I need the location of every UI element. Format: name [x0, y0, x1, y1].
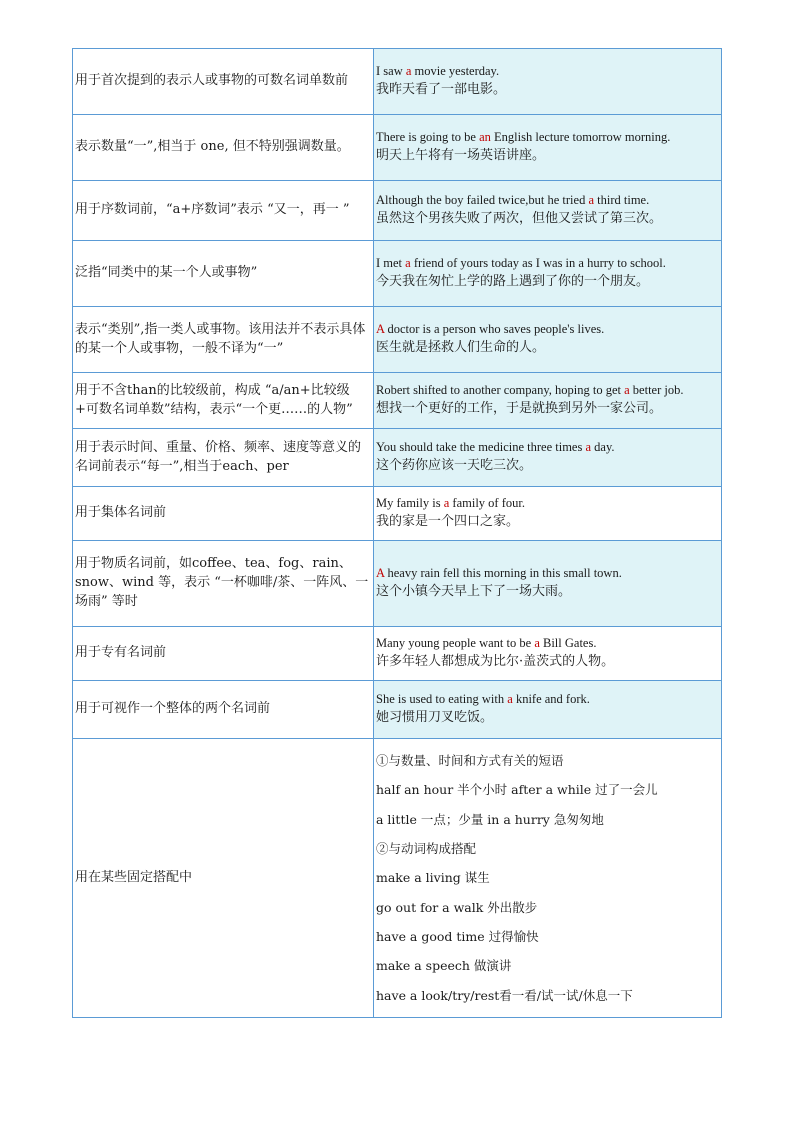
usage-cell: 用于集体名词前: [73, 487, 374, 541]
example-cell: [374, 307, 722, 373]
table-row: [73, 373, 722, 429]
chinese-translation: 医生就是拯救人们生命的人。: [376, 340, 546, 356]
article-usage-table: [72, 48, 722, 1018]
table-row: [73, 241, 722, 307]
english-example: [376, 62, 719, 81]
example-cell: [374, 487, 722, 541]
example-text: You should take the medicine three times: [376, 439, 586, 454]
chinese-translation: 我昨天看了一部电影。: [376, 82, 507, 98]
english-example: [376, 634, 719, 653]
table-row: [73, 429, 722, 487]
example-cell: [374, 541, 722, 627]
example-cell: [374, 627, 722, 681]
example-cell: [374, 373, 722, 429]
collocation-item: go out for a walk 外出散步: [376, 899, 538, 915]
collocation-item: make a speech 做演讲: [376, 958, 512, 974]
article-highlight: a: [405, 255, 411, 270]
collocation-list: [374, 739, 722, 1018]
chinese-translation: 这个药你应该一天吃三次。: [376, 458, 533, 474]
example-text: My family is: [376, 495, 444, 510]
collocation-item: half an hour 半个小时 after a while 过了一会儿: [376, 782, 658, 798]
english-example: [376, 494, 719, 513]
usage-cell: 用于序数词前，“a+序数词”表示 “又一，再一 ”: [73, 181, 374, 241]
chinese-translation: 我的家是一个四口之家。: [376, 514, 520, 530]
usage-cell: 用在某些固定搭配中: [73, 739, 374, 1018]
english-example: [376, 438, 719, 457]
example-text: third time.: [594, 192, 650, 207]
collocation-item: ②与动词构成搭配: [376, 840, 477, 856]
example-cell: [374, 181, 722, 241]
table-row: [73, 307, 722, 373]
example-text: Many young people want to be: [376, 635, 535, 650]
example-text: friend of yours today as I was in a hurry to school.: [410, 255, 666, 270]
usage-cell: 用于可视作一个整体的两个名词前: [73, 681, 374, 739]
example-text: day.: [591, 439, 615, 454]
example-text: I saw: [376, 63, 406, 78]
table-row: [73, 541, 722, 627]
example-cell: [374, 241, 722, 307]
chinese-translation: 虽然这个男孩失败了两次，但他又尝试了第三次。: [376, 211, 663, 227]
table-row-fixed-collocations: [73, 739, 722, 1018]
usage-cell: 表示“类别”,指一类人或事物。该用法并不表示具体的某一个人或事物，一般不译为“一”: [73, 307, 374, 373]
chinese-translation: 明天上午将有一场英语讲座。: [376, 148, 546, 164]
example-text: movie yesterday.: [411, 63, 500, 78]
chinese-translation: 这个小镇今天早上下了一场大雨。: [376, 584, 572, 600]
article-highlight: A: [376, 565, 385, 580]
table-row: [73, 49, 722, 115]
example-text: There is going to be: [376, 129, 480, 144]
english-example: [376, 690, 719, 709]
article-highlight: a: [443, 495, 450, 510]
example-text: Robert shifted to another company, hoping to get: [376, 382, 625, 397]
usage-cell: 用于首次提到的表示人或事物的可数名词单数前: [73, 49, 374, 115]
example-text: Although the boy failed twice,but he tried: [376, 192, 589, 207]
article-highlight: a: [405, 63, 412, 78]
english-example: [376, 254, 719, 273]
table-row: [73, 627, 722, 681]
chinese-translation: 她习惯用刀叉吃饭。: [376, 710, 494, 726]
table-row: [73, 115, 722, 181]
article-highlight: A: [376, 321, 385, 336]
table-row: [73, 181, 722, 241]
example-text: doctor is a person who saves people's lives.: [384, 321, 605, 336]
chinese-translation: 今天我在匆忙上学的路上遇到了你的一个朋友。: [376, 274, 650, 290]
example-text: She is used to eating with: [376, 691, 508, 706]
english-example: [376, 128, 719, 147]
table-row: [73, 681, 722, 739]
english-example: [376, 191, 719, 210]
example-cell: [374, 429, 722, 487]
article-highlight: a: [507, 691, 513, 706]
example-text: English lecture tomorrow morning.: [490, 129, 671, 144]
example-text: better job.: [629, 382, 684, 397]
collocation-item: make a living 谋生: [376, 870, 490, 886]
collocation-item: a little 一点；少量 in a hurry 急匆匆地: [376, 811, 604, 827]
example-text: Bill Gates.: [539, 635, 597, 650]
collocation-item: ①与数量、时间和方式有关的短语: [376, 752, 564, 768]
usage-cell: 用于专有名词前: [73, 627, 374, 681]
example-text: family of four.: [449, 495, 525, 510]
usage-cell: 表示数量“一”,相当于 one, 但不特别强调数量。: [73, 115, 374, 181]
usage-cell: 泛指“同类中的某一个人或事物”: [73, 241, 374, 307]
article-highlight: a: [585, 439, 592, 454]
usage-cell: 用于表示时间、重量、价格、频率、速度等意义的名词前表示“每一”,相当于each、per: [73, 429, 374, 487]
article-highlight: an: [479, 129, 491, 144]
collocation-item: have a good time 过得愉快: [376, 929, 539, 945]
usage-cell: 用于物质名词前，如coffee、tea、fog、rain、snow、wind 等，表示 “一杯咖啡/茶、一阵风、一场雨” 等时: [73, 541, 374, 627]
usage-cell: 用于不含than的比较级前，构成 “a/an+比较级+可数名词单数”结构，表示“一个更……的人物”: [73, 373, 374, 429]
example-cell: [374, 681, 722, 739]
article-highlight: a: [624, 382, 630, 397]
english-example: [376, 381, 719, 400]
example-text: knife and fork.: [512, 691, 590, 706]
example-cell: [374, 49, 722, 115]
table-row: [73, 487, 722, 541]
example-text: I met: [376, 255, 406, 270]
article-highlight: a: [588, 192, 595, 207]
example-cell: [374, 115, 722, 181]
chinese-translation: 想找一个更好的工作，于是就换到另外一家公司。: [376, 401, 663, 417]
english-example: [376, 564, 719, 583]
english-example: [376, 320, 719, 339]
article-highlight: a: [534, 635, 540, 650]
collocation-item: have a look/try/rest看一看/试一试/休息一下: [376, 987, 633, 1003]
example-text: heavy rain fell this morning in this small town.: [384, 565, 622, 580]
chinese-translation: 许多年轻人都想成为比尔·盖茨式的人物。: [376, 654, 615, 670]
